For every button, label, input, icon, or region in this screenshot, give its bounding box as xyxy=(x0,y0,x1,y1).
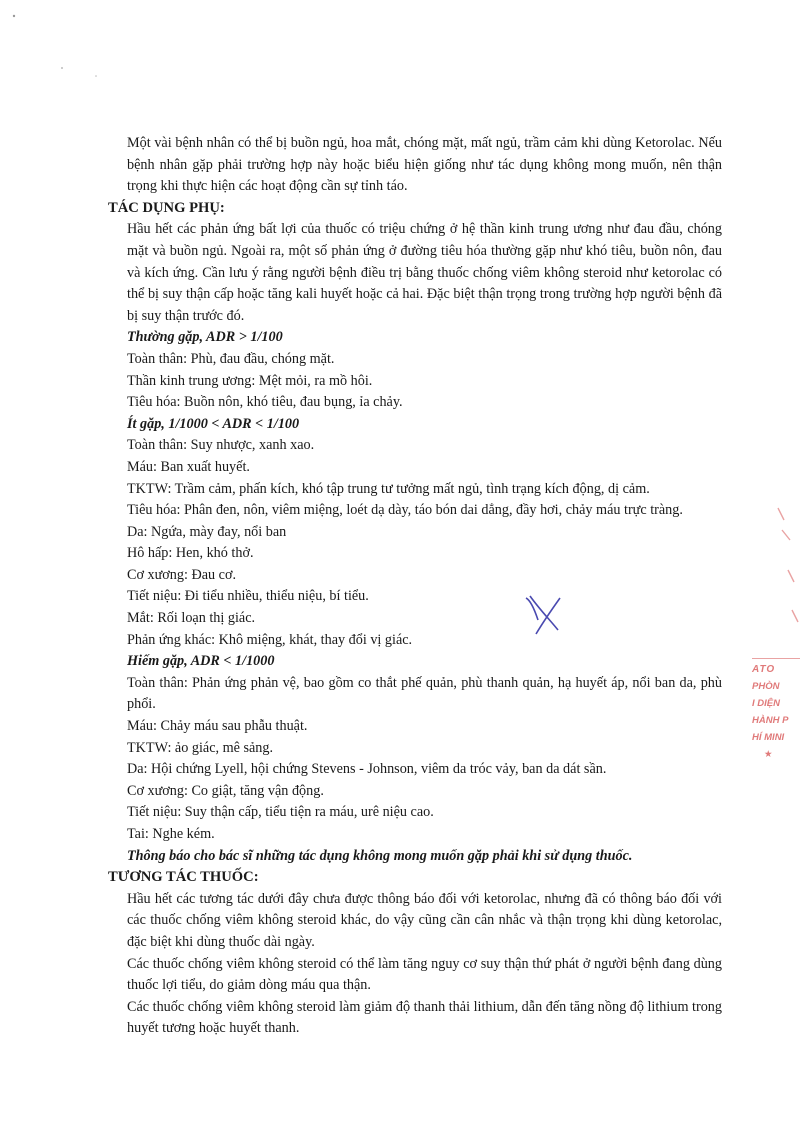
list-item: Máu: Chảy máu sau phẫu thuật. xyxy=(127,718,308,735)
doctor-warning: Thông báo cho bác sĩ những tác dụng không mong muốn gặp phải khi sử dụng thuốc. xyxy=(127,847,633,864)
interactions-paragraph: Các thuốc chống viêm không steroid làm giảm độ thanh thải lithium, dẫn đến tăng nồng độ lithium trong huyết tương hoặc huyết thanh. xyxy=(127,998,722,1037)
list-item: Cơ xương: Co giật, tăng vận động. xyxy=(127,782,324,799)
stamp-star-icon: ★ xyxy=(764,749,773,760)
side-effects-intro: Hầu hết các phản ứng bất lợi của thuốc có triệu chứng ở hệ thần kinh trung ương như đau đầu, chóng mặt và buồn ngủ. Ngoài ra, một số phản ứng ở đường tiêu hóa thường gặp như khó tiêu, buồn nôn, đau và kích ứng. Cần lưu ý rằng người bệnh điều trị bằng thuốc chống viêm không steroid như ketorolac có thể bị suy thận cấp hoặc tăng kali huyết hoặc cả hai. Đặc biệt thận trọng trong trường hợp người bệnh đã bị suy thận trước đó. xyxy=(127,221,722,324)
stamp-line: ATO xyxy=(752,658,800,678)
interactions-paragraph: Các thuốc chống viêm không steroid có thể làm tăng nguy cơ suy thận thứ phát ở người bệnh đang dùng thuốc lợi tiểu, do giảm dòng máu qua thận. xyxy=(127,955,722,994)
stamp-line: HÀNH P xyxy=(752,715,789,726)
stamp-arc xyxy=(770,500,800,650)
list-item: Toàn thân: Phù, đau đầu, chóng mặt. xyxy=(127,350,335,367)
intro-paragraph: Một vài bệnh nhân có thể bị buồn ngủ, hoa mắt, chóng mặt, mất ngủ, trầm cảm khi dùng Ketorolac. Nếu bệnh nhân gặp phải trường hợp này hoặc biểu hiện giống như tác dụng không mong muốn, nên thận trọng khi thực hiện các hoạt động cần sự tỉnh táo. xyxy=(127,135,722,195)
stamp-line: HÍ MINI xyxy=(752,732,785,743)
handwritten-mark xyxy=(520,590,570,640)
list-item: Toàn thân: Phản ứng phản vệ, bao gồm co thắt phế quản, phù thanh quản, hạ huyết áp, nổi ban da, phù phổi. xyxy=(127,674,722,713)
list-item: Phản ứng khác: Khô miệng, khát, thay đổi vị giác. xyxy=(127,631,413,648)
list-item: Máu: Ban xuất huyết. xyxy=(127,458,250,475)
red-stamp xyxy=(752,658,800,803)
list-item: Da: Ngứa, mày đay, nổi ban xyxy=(127,523,287,540)
list-item: Mắt: Rối loạn thị giác. xyxy=(127,610,256,627)
stamp-line: I DIỆN xyxy=(752,698,780,709)
list-item: Tiết niệu: Suy thận cấp, tiểu tiện ra máu, urê niệu cao. xyxy=(127,804,434,821)
interactions-heading: TƯƠNG TÁC THUỐC: xyxy=(108,869,259,886)
list-item: TKTW: ảo giác, mê sảng. xyxy=(127,739,274,756)
uncommon-title: Ít gặp, 1/1000 < ADR < 1/100 xyxy=(127,415,300,432)
interactions-paragraph: Hầu hết các tương tác dưới đây chưa được thông báo đối với ketorolac, nhưng đã có thông báo đối với các thuốc chống viêm không steroid khác, do vậy cũng cần cân nhắc và thận trọng khi dùng ketorolac, đặc biệt khi dùng thuốc dài ngày. xyxy=(127,890,722,950)
list-item: Cơ xương: Đau cơ. xyxy=(127,566,237,583)
list-item: Hô hấp: Hen, khó thở. xyxy=(127,545,254,562)
document-body xyxy=(110,133,722,1040)
rare-title: Hiếm gặp, ADR < 1/1000 xyxy=(127,653,275,670)
common-title: Thường gặp, ADR > 1/100 xyxy=(127,329,283,346)
list-item: Toàn thân: Suy nhược, xanh xao. xyxy=(127,437,315,454)
stamp-line: PHÒN xyxy=(752,681,780,692)
list-item: TKTW: Trầm cảm, phấn kích, khó tập trung tư tưởng mất ngủ, tình trạng kích động, dị cảm. xyxy=(127,480,650,497)
list-item: Tai: Nghe kém. xyxy=(127,826,215,842)
scan-specks xyxy=(0,0,120,90)
list-item: Da: Hội chứng Lyell, hội chứng Stevens - Johnson, viêm da tróc vảy, ban da dát sần. xyxy=(127,761,607,778)
interactions-section xyxy=(110,867,722,1040)
list-item: Thần kinh trung ương: Mệt mỏi, ra mồ hôi. xyxy=(127,372,373,389)
side-effects-heading: TÁC DỤNG PHỤ: xyxy=(108,199,225,216)
list-item: Tiết niệu: Đi tiểu nhiều, thiểu niệu, bí tiểu. xyxy=(127,588,369,605)
intro-section xyxy=(110,133,722,198)
list-item: Tiêu hóa: Buồn nôn, khó tiêu, đau bụng, ỉa chảy. xyxy=(127,394,403,411)
list-item: Tiêu hóa: Phân đen, nôn, viêm miệng, loét dạ dày, táo bón dai dẳng, đầy hơi, chảy máu trực tràng. xyxy=(127,502,683,519)
side-effects-section xyxy=(110,198,722,867)
